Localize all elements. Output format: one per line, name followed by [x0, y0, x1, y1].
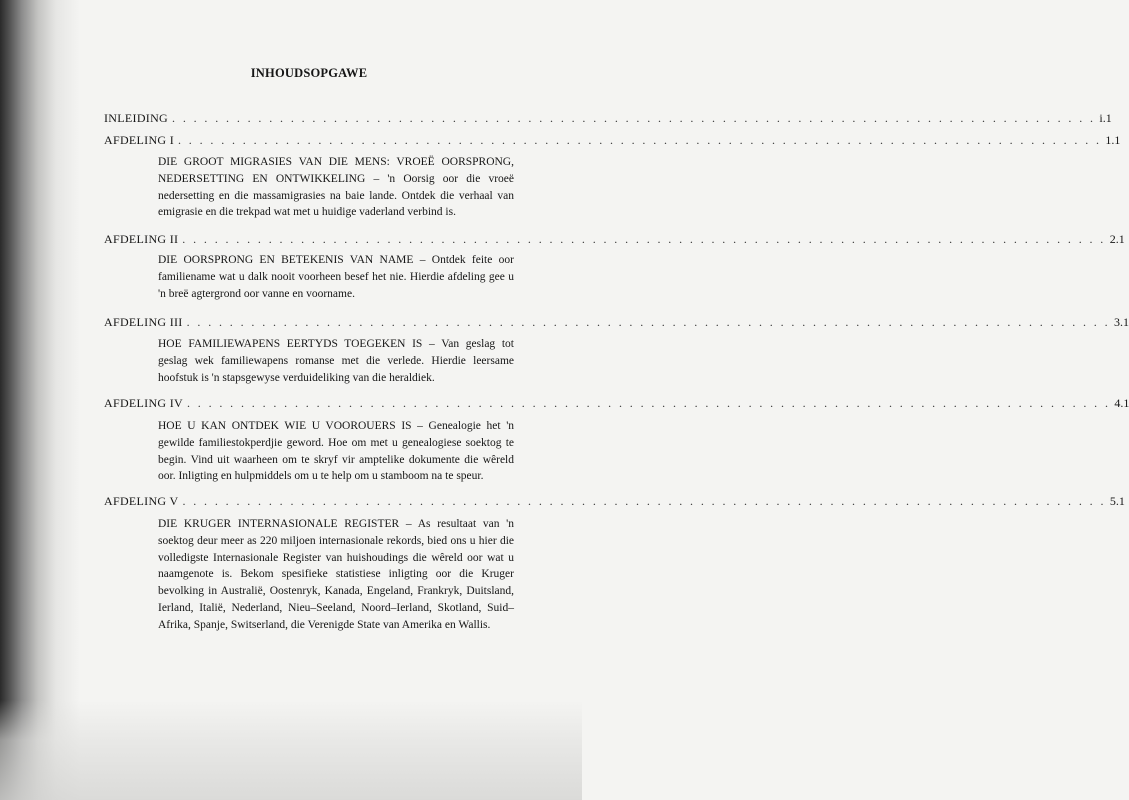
toc-entry-afdeling-ii[interactable]: [104, 232, 1125, 248]
toc-entry-afdeling-i[interactable]: [104, 133, 1121, 149]
section-heading: DIE KRUGER INTERNASIONALE REGISTER: [158, 518, 400, 530]
section-heading: DIE OORSPRONG EN BETEKENIS VAN NAME: [158, 254, 414, 266]
toc-entry-label: AFDELING III: [104, 315, 183, 329]
toc-entry-page: 4.1: [1114, 396, 1129, 410]
toc-entry-label: AFDELING IV: [104, 396, 183, 410]
section-description: [158, 336, 514, 386]
toc-leader-dots: . . . . . . . . . . . . . . . . . . . . . . . . . . . . . . . . . . . . . . . . . . . . . . . . . . . . . . . . . . . . . . . . . . . . . . . . . . . . . . . . . . . . . .: [178, 133, 1102, 147]
toc-leader-dots: . . . . . . . . . . . . . . . . . . . . . . . . . . . . . . . . . . . . . . . . . . . . . . . . . . . . . . . . . . . . . . . . . . . . . . . . . . . . . . . . . . . . . .: [182, 494, 1106, 508]
section-description: [158, 516, 514, 634]
toc-entry-page: i.1: [1099, 111, 1112, 125]
toc-page: [104, 0, 1129, 800]
toc-entry-page: 3.1: [1114, 315, 1129, 329]
toc-entry-afdeling-iii[interactable]: [104, 315, 1129, 331]
section-description: [158, 418, 514, 485]
section-description: [158, 154, 514, 221]
toc-entry-page: 1.1: [1105, 133, 1121, 147]
section-description-text: – Ontdek feite oor familiename wat u dalk nooit voorheen besef het nie. Hierdie afdeling gee u 'n breë agtergrond oor vanne en voorname.: [158, 254, 514, 300]
toc-entry-afdeling-iv[interactable]: [104, 396, 1129, 412]
section-heading: HOE FAMILIEWAPENS EERTYDS TOEGEKEN IS: [158, 338, 423, 350]
section-heading: HOE U KAN ONTDEK WIE U VOOROUERS IS: [158, 420, 412, 432]
section-heading: DIE GROOT MIGRASIES VAN DIE MENS: VROEË OORSPRONG, NEDERSETTING EN ONTWIKKELING: [158, 156, 514, 185]
toc-entry-label: AFDELING I: [104, 133, 174, 147]
toc-leader-dots: . . . . . . . . . . . . . . . . . . . . . . . . . . . . . . . . . . . . . . . . . . . . . . . . . . . . . . . . . . . . . . . . . . . . . . . . . . . . . . . . . . . . . .: [172, 111, 1096, 125]
section-description-text: – Van geslag tot geslag wek familiewapens romanse met die verlede. Hierdie leersame hoofstuk is 'n stapsgewyse verduideliking van die heraldiek.: [158, 338, 514, 384]
section-description: [158, 252, 514, 302]
toc-leader-dots: . . . . . . . . . . . . . . . . . . . . . . . . . . . . . . . . . . . . . . . . . . . . . . . . . . . . . . . . . . . . . . . . . . . . . . . . . . . . . . . . . . . . . .: [186, 396, 1111, 410]
toc-entry-label: INLEIDING: [104, 111, 169, 125]
toc-leader-dots: . . . . . . . . . . . . . . . . . . . . . . . . . . . . . . . . . . . . . . . . . . . . . . . . . . . . . . . . . . . . . . . . . . . . . . . . . . . . . . . . . . . . . .: [182, 232, 1106, 246]
section-description-text: – Genealogie het 'n gewilde familiestokperdjie geword. Hoe om met u genealogiese soektog te begin. Vind uit waarheen om te skryf vir amptelike dokumente die wêreld oor. Inligting en hulpmiddels om u te help om u stamboom na te speur.: [158, 420, 515, 483]
page-title: INHOUDSOPGAWE: [250, 66, 368, 80]
section-description-text: – As resultaat van 'n soektog deur meer as 220 miljoen internasionale rekords, bied ons u hier die volledigste Internasionale Register van huishoudings die wêreld oor wat u naamgenote is. Bekom spesifieke statistiese inligting oor die Kruger bevolking in Australië, Oostenryk, Kanada, Engeland, Frankryk, Duitsland, Ierland, Italië, Nederland, Nieu–Seeland, Noord–Ierland, Skotland, Suid–Afrika, Spanje, Switserland, die Verenigde State van Amerika en Wallis.: [158, 518, 514, 631]
section-description-text: – 'n Oorsig oor die vroeë nedersetting en die massamigrasies na baie lande. Ontdek die verhaal van emigrasie en die trekpad wat met u huidige vaderland verbind is.: [158, 172, 514, 219]
toc-entry-afdeling-v[interactable]: [104, 494, 1125, 510]
toc-entry-label: AFDELING V: [104, 494, 179, 508]
toc-leader-dots: . . . . . . . . . . . . . . . . . . . . . . . . . . . . . . . . . . . . . . . . . . . . . . . . . . . . . . . . . . . . . . . . . . . . . . . . . . . . . . . . . . . . . .: [186, 315, 1110, 329]
book-spine-shadow: [0, 0, 80, 800]
toc-entry-page: 2.1: [1109, 232, 1125, 246]
toc-entry-page: 5.1: [1109, 494, 1125, 508]
toc-entry-label: AFDELING II: [104, 232, 179, 246]
toc-entry-inleiding[interactable]: [104, 111, 1112, 127]
